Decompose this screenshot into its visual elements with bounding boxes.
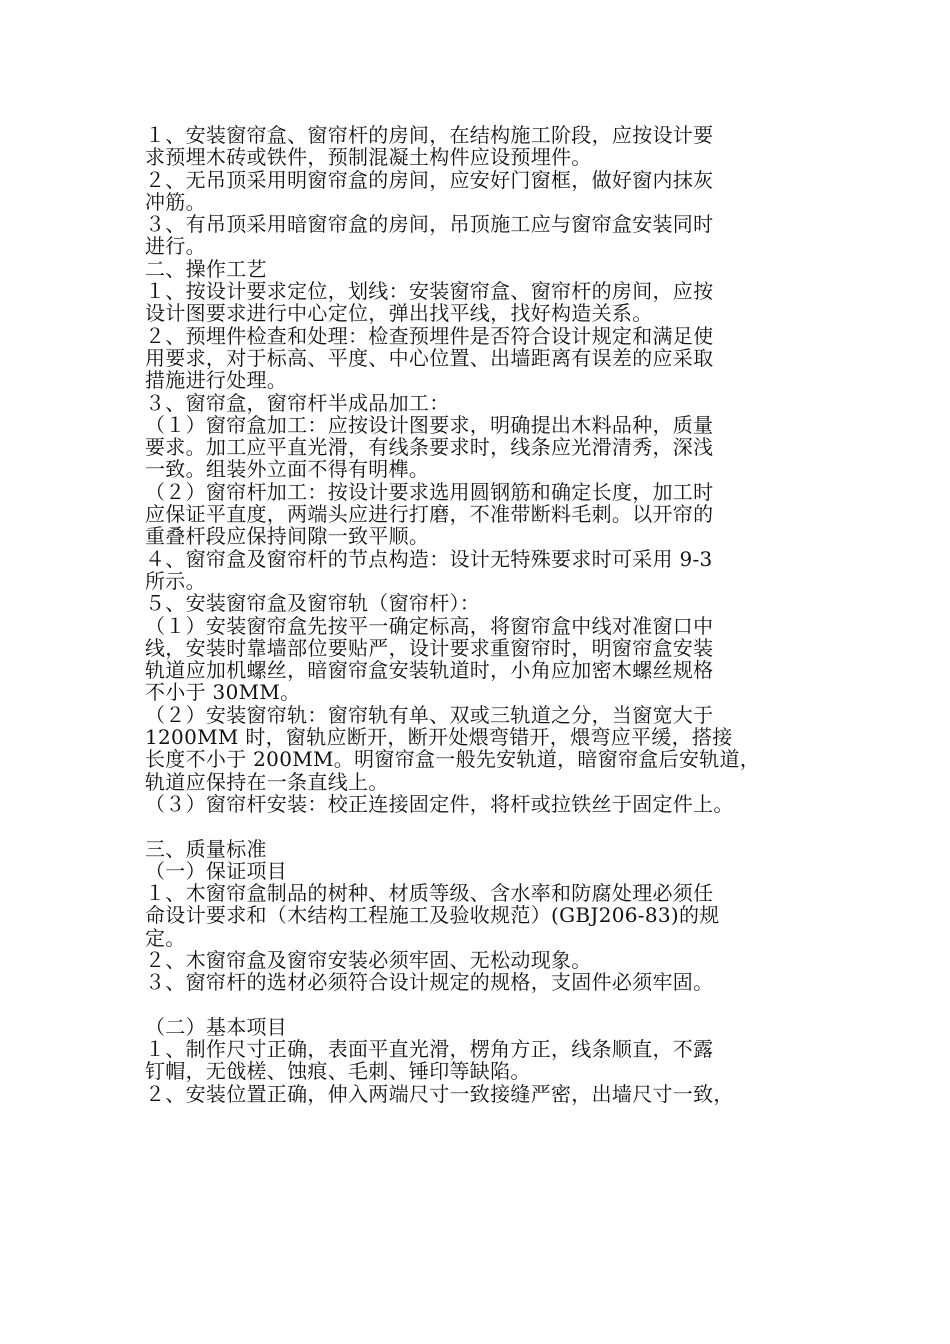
- text-line: ２、无吊顶采用明窗帘盒的房间，应安好门窗框，做好窗内抹灰: [145, 167, 714, 192]
- text-line: ２、安装位置正确，伸入两端尺寸一致接缝严密，出墙尺寸一致，: [145, 1081, 734, 1106]
- blank-line: [145, 994, 835, 1016]
- text-line: （１）安装窗帘盒先按平一确定标高，将窗帘盒中线对准窗口中: [145, 613, 714, 638]
- text-line: （２）安装窗帘轨：窗帘轨有单、双或三轨道之分，当窗宽大于: [145, 702, 714, 727]
- text-line: （３）窗帘杆安装：校正连接固定件，将杆或拉铁丝于固定件上。: [145, 791, 734, 816]
- text-line: ３、有吊顶采用暗窗帘盒的房间，吊顶施工应与窗帘盒安装同时: [145, 212, 714, 237]
- text-line: １、按设计要求定位，划线：安装窗帘盒、窗帘杆的房间，应按: [145, 279, 714, 304]
- text-line: 用要求，对于标高、平度、中心位置、出墙距离有误差的应采取: [145, 345, 714, 370]
- text-line: 1200MM 时，窗轨应断开，断开处煨弯错开，煨弯应平缓，搭接: [145, 725, 733, 750]
- text-line: 钉帽，无戗槎、蚀痕、毛刺、锤印等缺陷。: [145, 1059, 531, 1084]
- text-line: 长度不小于 200MM。明窗帘盒一般先安轨道，暗窗帘盒后安轨道，: [145, 747, 761, 772]
- text-line: 求预埋木砖或铁件，预制混凝土构件应设预埋件。: [145, 145, 592, 170]
- text-line: ２、预埋件检查和处理：检查预埋件是否符合设计规定和满足使: [145, 323, 714, 348]
- text-line: 措施进行处理。: [145, 368, 288, 393]
- text-line: （２）窗帘杆加工：按设计要求选用圆钢筋和确定长度，加工时: [145, 479, 714, 504]
- text-line: 进行。: [145, 234, 206, 259]
- blank-line: [145, 815, 835, 837]
- text-line: ４、窗帘盒及窗帘杆的节点构造：设计无特殊要求时可采用 9-3: [145, 546, 713, 571]
- text-line: （１）窗帘盒加工：应按设计图要求，明确提出木料品种，质量: [145, 412, 714, 437]
- text-line: 冲筋。: [145, 189, 206, 214]
- text-line: ２、木窗帘盒及窗帘安装必须牢固、无松动现象。: [145, 947, 592, 972]
- text-line: 轨道应加机螺丝，暗窗帘盒安装轨道时，小角应加密木螺丝规格: [145, 658, 714, 683]
- text-line: ３、窗帘盒，窗帘杆半成品加工：: [145, 390, 450, 415]
- text-line: 不小于 30MM。: [145, 680, 301, 705]
- text-line: 命设计要求和（木结构工程施工及验收规范）(GBJ206-83)的规: [145, 903, 720, 928]
- section-heading: 三、质量标准: [145, 836, 267, 861]
- text-line: １、制作尺寸正确，表面平直光滑，楞角方正，线条顺直，不露: [145, 1037, 714, 1062]
- document-body: [145, 124, 835, 1105]
- text-line: ５、安装窗帘盒及窗帘轨（窗帘杆）：: [145, 591, 481, 616]
- text-line: 所示。: [145, 568, 206, 593]
- text-line: 重叠杆段应保持间隙一致平顺。: [145, 524, 430, 549]
- subsection-heading: （一）保证项目: [145, 858, 288, 883]
- subsection-heading: （二）基本项目: [145, 1014, 288, 1039]
- text-line: １、安装窗帘盒、窗帘杆的房间，在结构施工阶段，应按设计要: [145, 123, 714, 147]
- text-line: 轨道应保持在一条直线上。: [145, 769, 389, 794]
- text-line: １、木窗帘盒制品的树种、材质等级、含水率和防腐处理必须任: [145, 881, 714, 906]
- text-line: 设计图要求进行中心定位，弹出找平线，找好构造关系。: [145, 301, 653, 326]
- section-heading: 二、操作工艺: [145, 256, 267, 281]
- text-line: 线，安装时靠墙部位要贴严，设计要求重窗帘时，明窗帘盒安装: [145, 635, 714, 660]
- text-line: ３、窗帘杆的选材必须符合设计规定的规格，支固件必须牢固。: [145, 970, 714, 995]
- text-line: 定。: [145, 925, 186, 950]
- text-line: 一致。组装外立面不得有明榫。: [145, 457, 430, 482]
- text-line: 应保证平直度，两端头应进行打磨，不准带断料毛刺。以开帘的: [145, 502, 714, 527]
- text-line: 要求。加工应平直光滑，有线条要求时，线条应光滑清秀，深浅: [145, 435, 714, 460]
